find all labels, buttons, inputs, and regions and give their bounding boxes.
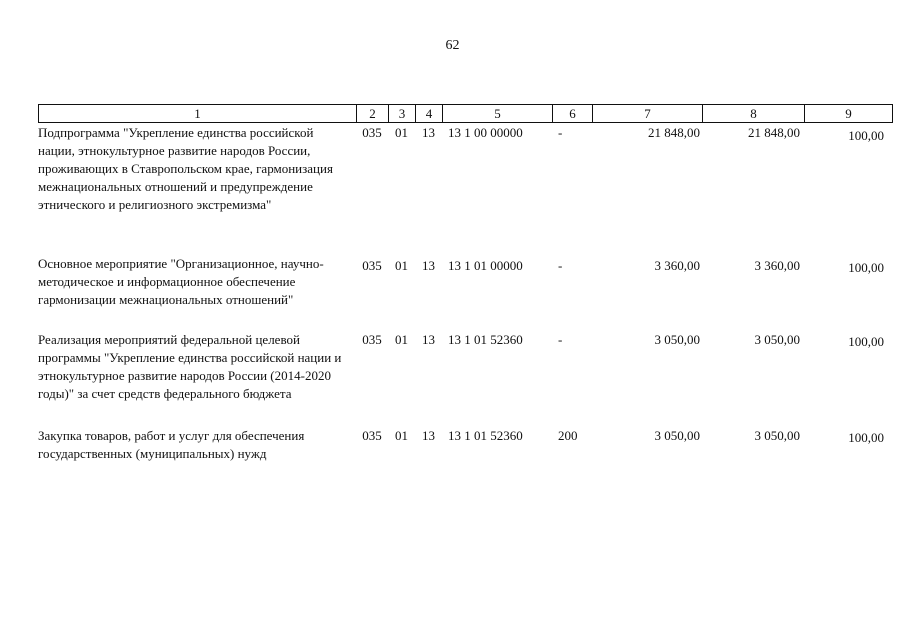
header-cell: 1 <box>39 105 357 123</box>
header-cell: 2 <box>357 105 389 123</box>
row-subchapter: 13 <box>422 258 435 273</box>
table-row <box>38 331 884 427</box>
row-plan: 3 360,00 <box>654 258 700 273</box>
row-percent: 100,00 <box>848 260 884 275</box>
row-fact: 3 360,00 <box>754 258 800 273</box>
page-number: 62 <box>445 38 460 53</box>
column-number-header <box>38 104 893 123</box>
row-plan: 3 050,00 <box>654 332 700 347</box>
header-cell: 4 <box>416 105 443 123</box>
row-kind: - <box>558 125 563 140</box>
row-name: Основное мероприятие "Организационное, научно-методическое и информационное обеспечение гармонизации межнациональных отношений" <box>38 256 324 307</box>
header-cell: 8 <box>703 105 805 123</box>
header-cell: 7 <box>593 105 703 123</box>
row-percent: 100,00 <box>848 430 884 445</box>
row-fact: 3 050,00 <box>754 332 800 347</box>
row-name: Подпрограмма "Укрепление единства российской нации, этнокультурное развитие народов России, проживающих в Ставропольском крае, гармонизация межнациональных отношений и предупреждение этнического и религиозного экстремизма" <box>38 125 333 212</box>
row-fact: 21 848,00 <box>748 125 800 140</box>
header-cell: 6 <box>553 105 593 123</box>
header-cell: 3 <box>389 105 416 123</box>
row-kind: 200 <box>558 428 578 443</box>
row-percent: 100,00 <box>848 128 884 143</box>
row-name: Реализация мероприятий федеральной целевой программы "Укрепление единства российской нации и этнокультурное развитие народов России (2014-2020 годы)" за счет средств федерального бюджета <box>38 332 342 401</box>
table-row <box>38 124 884 255</box>
row-plan: 21 848,00 <box>648 125 700 140</box>
row-name: Закупка товаров, работ и услуг для обеспечения государственных (муниципальных) нужд <box>38 428 305 461</box>
row-code: 035 <box>362 428 382 443</box>
row-percent: 100,00 <box>848 334 884 349</box>
row-chapter: 01 <box>395 258 408 273</box>
row-code: 035 <box>362 125 382 140</box>
row-plan: 3 050,00 <box>654 428 700 443</box>
row-code: 035 <box>362 258 382 273</box>
row-article: 13 1 00 00000 <box>448 125 523 140</box>
header-cell: 5 <box>443 105 553 123</box>
row-chapter: 01 <box>395 332 408 347</box>
row-article: 13 1 01 52360 <box>448 428 523 443</box>
table-body <box>38 124 884 467</box>
row-chapter: 01 <box>395 428 408 443</box>
header-row <box>39 105 893 123</box>
row-kind: - <box>558 332 563 347</box>
row-subchapter: 13 <box>422 332 435 347</box>
row-subchapter: 13 <box>422 428 435 443</box>
row-article: 13 1 01 52360 <box>448 332 523 347</box>
table-row <box>38 255 884 331</box>
row-kind: - <box>558 258 563 273</box>
table-row <box>38 427 884 467</box>
row-chapter: 01 <box>395 125 408 140</box>
header-cell: 9 <box>805 105 893 123</box>
row-article: 13 1 01 00000 <box>448 258 523 273</box>
row-fact: 3 050,00 <box>754 428 800 443</box>
row-subchapter: 13 <box>422 125 435 140</box>
row-code: 035 <box>362 332 382 347</box>
